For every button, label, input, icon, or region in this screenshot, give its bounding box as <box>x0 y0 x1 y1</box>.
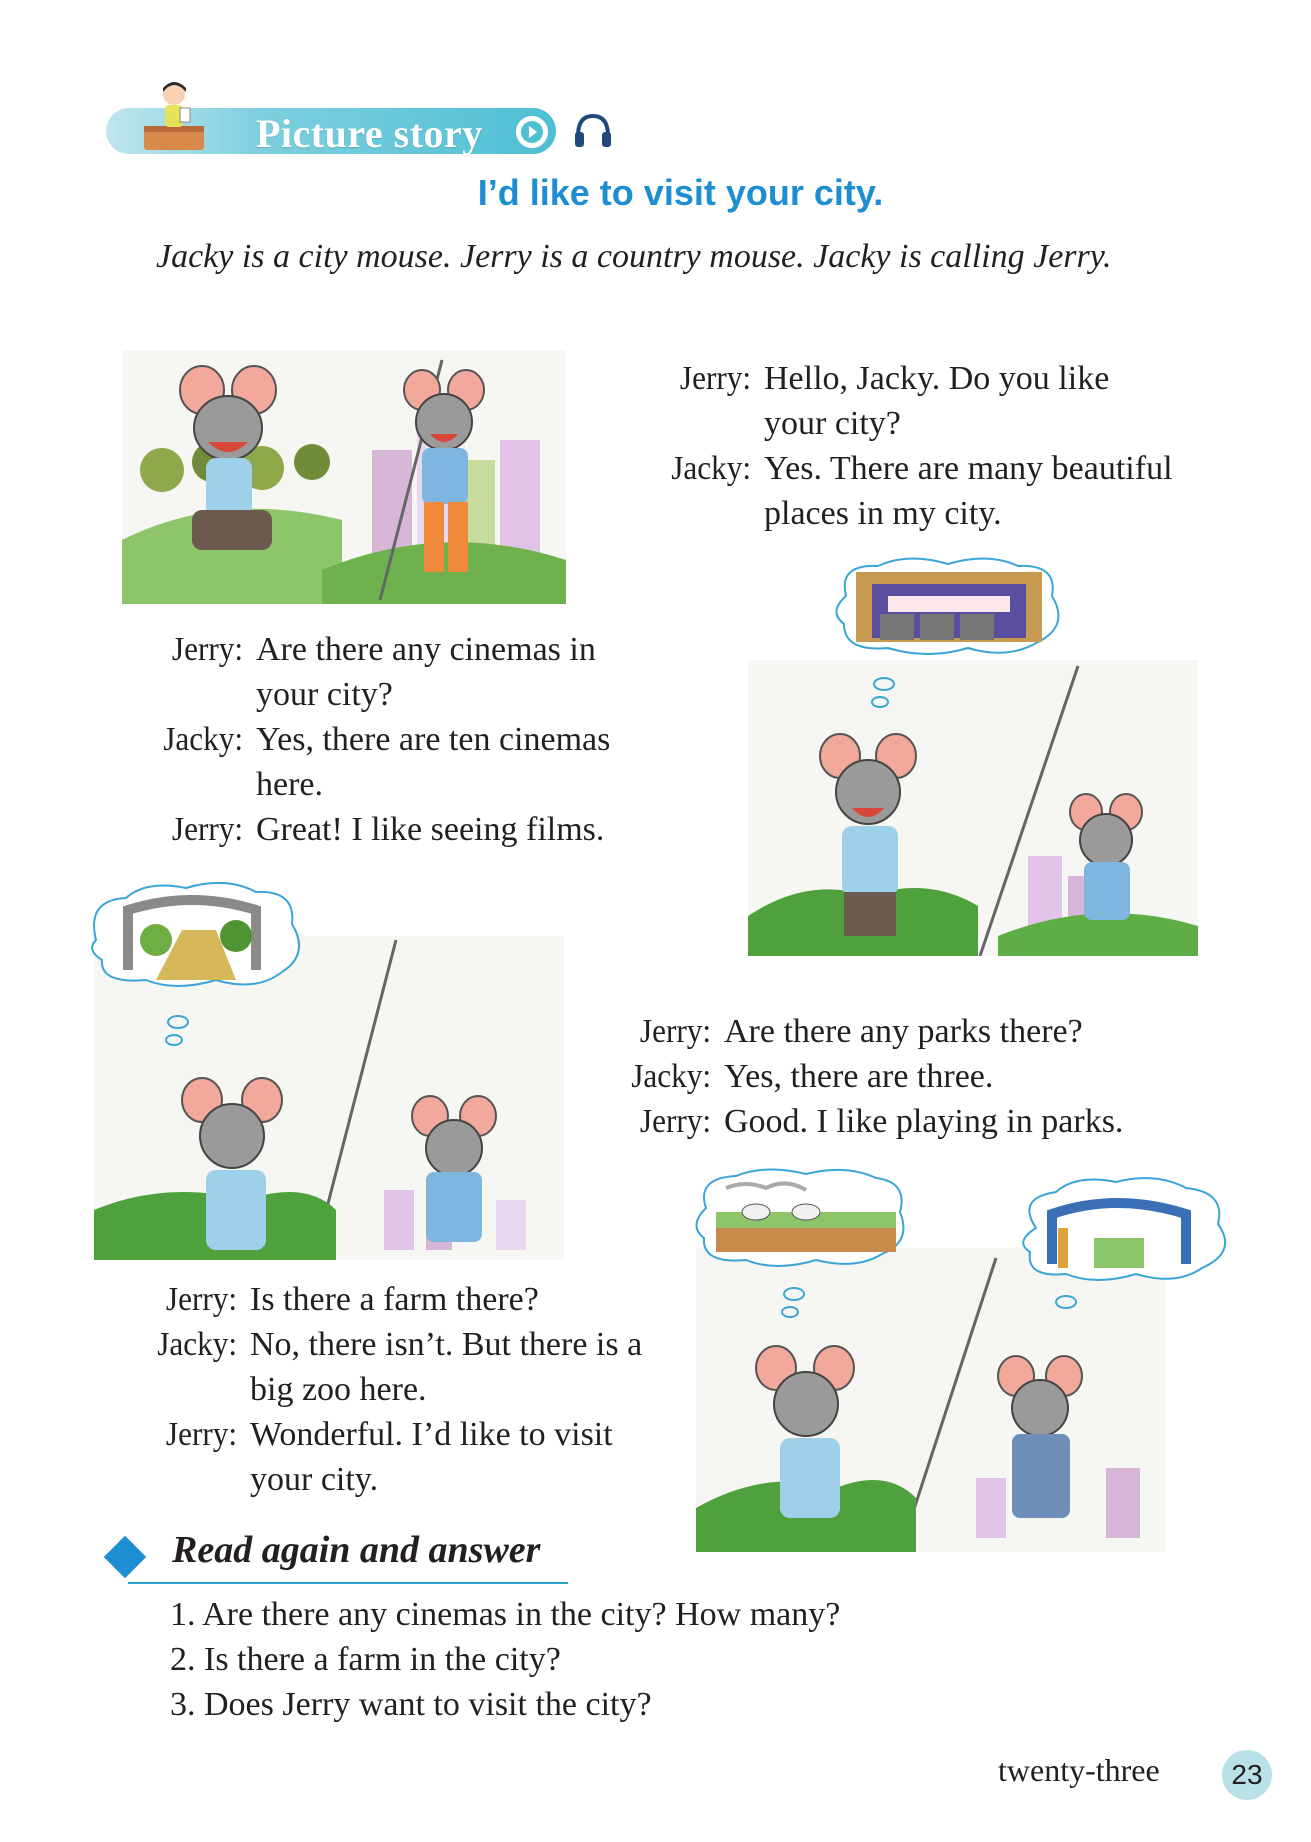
dialogue-2 <box>138 627 610 852</box>
illustration-park <box>86 880 564 1260</box>
speaker-label: Jerry: <box>639 1013 712 1050</box>
page-number-word: twenty-three <box>998 1752 1160 1788</box>
story-title: I’d like to visit your city. <box>477 172 884 213</box>
dialogue-text: Yes, there are ten cinemas <box>256 721 611 758</box>
question-item: 3. Does Jerry want to visit the city? <box>170 1686 652 1723</box>
dialogue-text: Are there any cinemas in <box>256 631 596 668</box>
dialogue-text: Is there a farm there? <box>250 1281 539 1318</box>
dialogue-text: Are there any parks there? <box>724 1013 1083 1050</box>
exercise-heading <box>110 1528 570 1586</box>
story-intro: Jacky is a city mouse. Jerry is a country mouse. Jacky is calling Jerry. <box>156 238 1112 275</box>
dialogue-text: your city? <box>256 676 393 713</box>
dialogue-text: Good. I like playing in parks. <box>724 1103 1124 1140</box>
section-banner <box>106 106 556 156</box>
illustration-cinema <box>748 556 1198 956</box>
dialogue-text: Yes. There are many beautiful <box>764 450 1173 487</box>
dialogue-text: Wonderful. I’d like to visit <box>250 1416 613 1453</box>
speaker-label: Jerry: <box>165 1281 238 1318</box>
dialogue-1 <box>650 356 1173 536</box>
speaker-label: Jerry: <box>679 360 752 397</box>
speaker-label: Jacky: <box>157 1326 238 1363</box>
speaker-label: Jacky: <box>671 450 752 487</box>
dialogue-text: Hello, Jacky. Do you like <box>764 360 1110 397</box>
dialogue-text: No, there isn’t. But there is a <box>250 1326 643 1363</box>
question-item: 1. Are there any cinemas in the city? How many? <box>170 1596 841 1633</box>
heading-underline <box>128 1582 568 1584</box>
speaker-label: Jacky: <box>163 721 244 758</box>
question-item: 2. Is there a farm in the city? <box>170 1641 561 1678</box>
section-title: Picture story <box>256 111 483 156</box>
dialogue-4 <box>132 1277 642 1502</box>
dialogue-3 <box>606 1009 1123 1144</box>
play-arrow-icon[interactable] <box>516 116 548 148</box>
dialogue-text: Great! I like seeing films. <box>256 811 605 848</box>
dialogue-text: your city. <box>250 1461 379 1498</box>
speaker-label: Jerry: <box>171 631 244 668</box>
dialogue-text: places in my city. <box>764 495 1002 532</box>
speaker-label: Jerry: <box>165 1416 238 1453</box>
headphones-icon[interactable] <box>572 110 614 152</box>
speaker-label: Jerry: <box>171 811 244 848</box>
dialogue-text: big zoo here. <box>250 1371 427 1408</box>
page-number-badge: 23 <box>1222 1750 1272 1800</box>
dialogue-text: here. <box>256 766 324 803</box>
dialogue-text: Yes, there are three. <box>724 1058 994 1095</box>
question-list <box>170 1592 840 1727</box>
illustration-farm-zoo <box>686 1168 1246 1552</box>
exercise-title: Read again and answer <box>172 1529 541 1571</box>
diamond-icon <box>104 1536 146 1578</box>
speaker-label: Jerry: <box>639 1103 712 1140</box>
girl-at-desk-icon <box>136 78 216 158</box>
speaker-label: Jacky: <box>631 1058 712 1095</box>
dialogue-text: your city? <box>764 405 901 442</box>
illustration-phone-call <box>122 350 566 604</box>
